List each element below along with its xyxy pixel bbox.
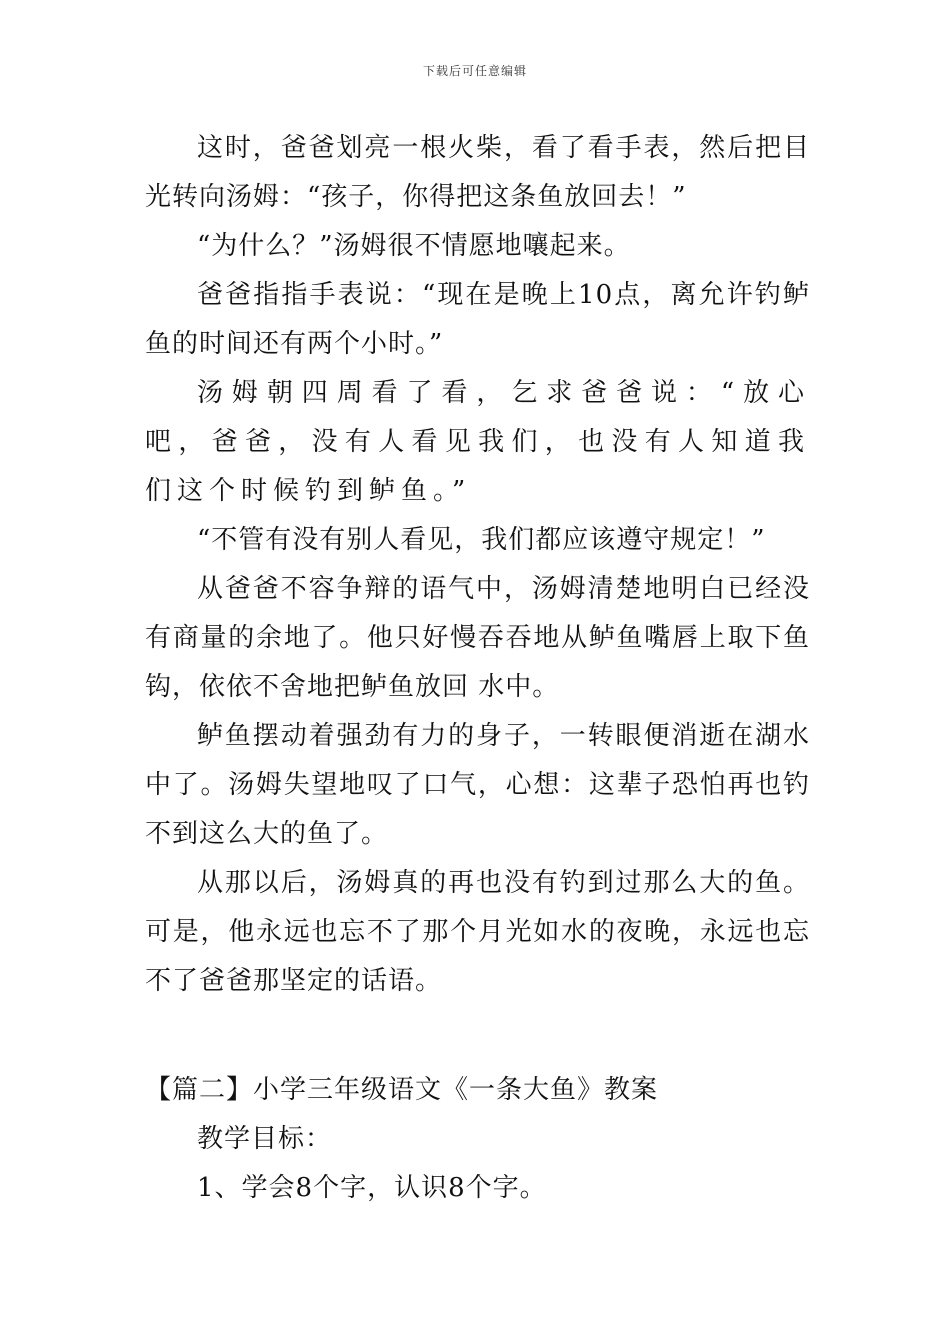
story-paragraph-7: 鲈鱼摆动着强劲有力的身子，一转眼便消逝在湖水中了。汤姆失望地叹了口气，心想：这辈子恐怕再也钓不到这么大的鱼了。 bbox=[145, 721, 810, 849]
story-paragraph-8: 从那以后，汤姆真的再也没有钓到过那么大的鱼。可是，他永远也忘不了那个月光如水的夜晚，永远也忘不了爸爸那坚定的话语。 bbox=[145, 868, 810, 996]
section-subheading: 教学目标： bbox=[197, 1124, 333, 1154]
objective-item-1: 1、学会8个字，认识8个字。 bbox=[197, 1173, 547, 1203]
story-paragraph-4: 汤姆朝四周看了看，乞求爸爸说：“放心吧，爸爸，没有人看见我们，也没有人知道我们这个时候钓到鲈鱼。” bbox=[145, 378, 810, 506]
page-header-note: 下载后可任意编辑 bbox=[422, 64, 527, 78]
story-paragraph-6: 从爸爸不容争辩的语气中，汤姆清楚地明白已经没有商量的余地了。他只好慢吞吞地从鲈鱼嘴唇上取下鱼钩，依依不舍地把鲈鱼放回 水中。 bbox=[145, 574, 810, 702]
story-paragraph-5: “不管有没有别人看见，我们都应该遵守规定！” bbox=[197, 525, 766, 555]
section-gap bbox=[145, 1006, 810, 1066]
document-body bbox=[145, 124, 810, 1213]
section-heading: 【篇二】小学三年级语文《一条大鱼》教案 bbox=[145, 1075, 659, 1105]
story-paragraph-1: 这时，爸爸划亮一根火柴，看了看手表，然后把目光转向汤姆：“孩子，你得把这条鱼放回去！” bbox=[145, 133, 810, 212]
story-paragraph-3: 爸爸指指手表说：“现在是晚上10点，离允许钓鲈鱼的时间还有两个小时。” bbox=[145, 280, 810, 359]
story-paragraph-2: “为什么？”汤姆很不情愿地嚷起来。 bbox=[197, 231, 631, 261]
